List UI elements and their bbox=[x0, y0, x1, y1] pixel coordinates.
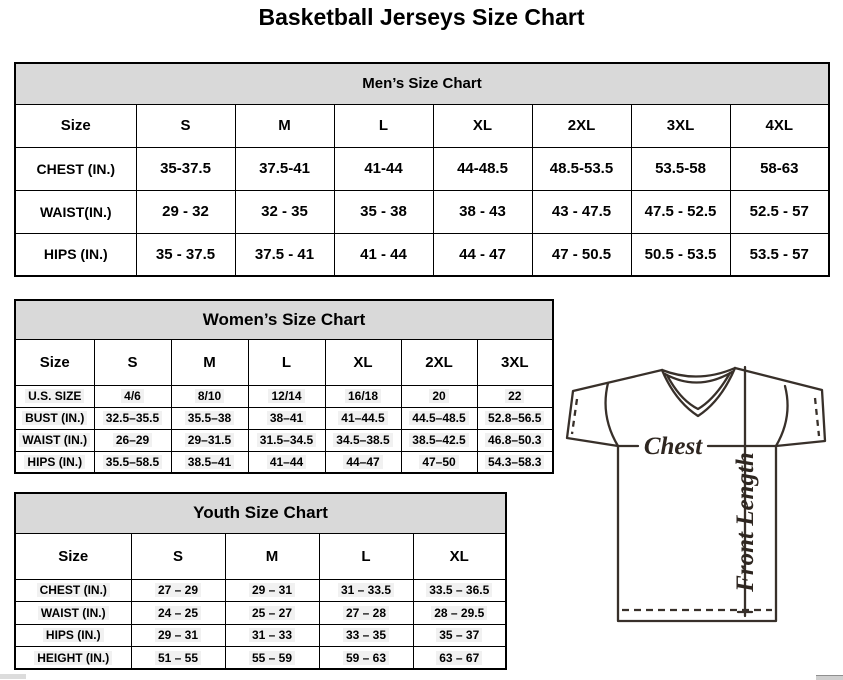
men-size-cell: 29 - 32 bbox=[136, 190, 235, 233]
women-size-cell: 54.3–58.3 bbox=[477, 451, 553, 473]
men-row-label: WAIST(IN.) bbox=[15, 190, 136, 233]
women-column-header: 2XL bbox=[401, 339, 477, 385]
men-column-header: Size bbox=[15, 104, 136, 147]
youth-size-cell: 51 – 55 bbox=[131, 647, 225, 670]
women-size-cell: 52.8–56.5 bbox=[477, 407, 553, 429]
women-size-cell: 35.5–58.5 bbox=[94, 451, 171, 473]
women-table-row bbox=[15, 385, 553, 407]
men-size-cell: 37.5 - 41 bbox=[235, 233, 334, 276]
men-size-cell: 47.5 - 52.5 bbox=[631, 190, 730, 233]
women-size-cell: 35.5–38 bbox=[171, 407, 248, 429]
women-size-cell: 41–44 bbox=[248, 451, 325, 473]
women-table-row bbox=[15, 407, 553, 429]
women-size-cell: 26–29 bbox=[94, 429, 171, 451]
women-size-cell: 22 bbox=[477, 385, 553, 407]
women-size-cell: 44.5–48.5 bbox=[401, 407, 477, 429]
men-table-row bbox=[15, 147, 829, 190]
women-size-cell: 31.5–34.5 bbox=[248, 429, 325, 451]
youth-size-cell: 29 – 31 bbox=[131, 624, 225, 647]
youth-size-cell: 33.5 – 36.5 bbox=[413, 579, 506, 602]
women-size-cell: 34.5–38.5 bbox=[325, 429, 401, 451]
mens-size-table bbox=[14, 62, 830, 277]
women-size-cell: 8/10 bbox=[171, 385, 248, 407]
youth-size-table bbox=[14, 492, 507, 670]
men-size-cell: 38 - 43 bbox=[433, 190, 532, 233]
women-size-cell: 4/6 bbox=[94, 385, 171, 407]
youth-size-cell: 63 – 67 bbox=[413, 647, 506, 670]
youth-size-cell: 27 – 28 bbox=[319, 602, 413, 625]
men-row-label: HIPS (IN.) bbox=[15, 233, 136, 276]
women-table-row bbox=[15, 451, 553, 473]
men-size-cell: 43 - 47.5 bbox=[532, 190, 631, 233]
page-title: Basketball Jerseys Size Chart bbox=[258, 4, 585, 30]
women-column-header: XL bbox=[325, 339, 401, 385]
youth-column-header: L bbox=[319, 533, 413, 579]
women-column-header: L bbox=[248, 339, 325, 385]
men-column-header: S bbox=[136, 104, 235, 147]
youth-size-cell: 31 – 33.5 bbox=[319, 579, 413, 602]
women-size-cell: 44–47 bbox=[325, 451, 401, 473]
men-size-cell: 35-37.5 bbox=[136, 147, 235, 190]
women-column-header: Size bbox=[15, 339, 94, 385]
men-size-cell: 41-44 bbox=[334, 147, 433, 190]
horizontal-scrollbar-thumb-right[interactable] bbox=[816, 675, 843, 680]
men-column-header: L bbox=[334, 104, 433, 147]
men-row-label: CHEST (IN.) bbox=[15, 147, 136, 190]
horizontal-scrollbar-thumb-left[interactable] bbox=[0, 674, 26, 679]
womens-size-table bbox=[14, 299, 554, 474]
men-column-header: 2XL bbox=[532, 104, 631, 147]
women-row-label: BUST (IN.) bbox=[15, 407, 94, 429]
jersey-collar bbox=[662, 368, 735, 416]
women-size-cell: 32.5–35.5 bbox=[94, 407, 171, 429]
women-column-header: S bbox=[94, 339, 171, 385]
women-size-cell: 38.5–42.5 bbox=[401, 429, 477, 451]
women-size-cell: 41–44.5 bbox=[325, 407, 401, 429]
women-column-header: 3XL bbox=[477, 339, 553, 385]
youth-size-cell: 59 – 63 bbox=[319, 647, 413, 670]
youth-size-cell: 27 – 29 bbox=[131, 579, 225, 602]
women-table-title: Women’s Size Chart bbox=[15, 300, 553, 339]
youth-size-cell: 29 – 31 bbox=[225, 579, 319, 602]
men-size-cell: 35 - 37.5 bbox=[136, 233, 235, 276]
youth-table-row bbox=[15, 624, 506, 647]
youth-size-cell: 25 – 27 bbox=[225, 602, 319, 625]
men-size-cell: 53.5-58 bbox=[631, 147, 730, 190]
women-size-cell: 29–31.5 bbox=[171, 429, 248, 451]
youth-size-cell: 55 – 59 bbox=[225, 647, 319, 670]
youth-row-label: HIPS (IN.) bbox=[15, 624, 131, 647]
men-size-cell: 44-48.5 bbox=[433, 147, 532, 190]
youth-size-cell: 31 – 33 bbox=[225, 624, 319, 647]
men-size-cell: 47 - 50.5 bbox=[532, 233, 631, 276]
women-size-cell: 12/14 bbox=[248, 385, 325, 407]
youth-column-header: XL bbox=[413, 533, 506, 579]
men-column-header: 3XL bbox=[631, 104, 730, 147]
youth-table-row bbox=[15, 579, 506, 602]
women-size-cell: 16/18 bbox=[325, 385, 401, 407]
women-row-label: WAIST (IN.) bbox=[15, 429, 94, 451]
youth-row-label: HEIGHT (IN.) bbox=[15, 647, 131, 670]
front-length-label: Front Length bbox=[732, 452, 759, 592]
youth-size-cell: 24 – 25 bbox=[131, 602, 225, 625]
men-size-cell: 41 - 44 bbox=[334, 233, 433, 276]
jersey-sleeve-dashes bbox=[572, 398, 819, 436]
men-size-cell: 35 - 38 bbox=[334, 190, 433, 233]
men-column-header: M bbox=[235, 104, 334, 147]
men-size-cell: 52.5 - 57 bbox=[730, 190, 829, 233]
women-row-label: HIPS (IN.) bbox=[15, 451, 94, 473]
men-column-header: 4XL bbox=[730, 104, 829, 147]
women-size-cell: 46.8–50.3 bbox=[477, 429, 553, 451]
women-size-cell: 20 bbox=[401, 385, 477, 407]
women-table-row bbox=[15, 429, 553, 451]
men-size-cell: 53.5 - 57 bbox=[730, 233, 829, 276]
youth-table-title: Youth Size Chart bbox=[15, 493, 506, 533]
chest-label: Chest bbox=[643, 433, 703, 460]
youth-column-header: Size bbox=[15, 533, 131, 579]
youth-size-cell: 33 – 35 bbox=[319, 624, 413, 647]
jersey-measurement-diagram bbox=[556, 354, 842, 668]
youth-table-row bbox=[15, 647, 506, 670]
women-size-cell: 38.5–41 bbox=[171, 451, 248, 473]
youth-row-label: WAIST (IN.) bbox=[15, 602, 131, 625]
men-size-cell: 58-63 bbox=[730, 147, 829, 190]
men-size-cell: 32 - 35 bbox=[235, 190, 334, 233]
women-column-header: M bbox=[171, 339, 248, 385]
men-size-cell: 44 - 47 bbox=[433, 233, 532, 276]
women-size-cell: 47–50 bbox=[401, 451, 477, 473]
youth-size-cell: 35 – 37 bbox=[413, 624, 506, 647]
youth-column-header: M bbox=[225, 533, 319, 579]
men-size-cell: 50.5 - 53.5 bbox=[631, 233, 730, 276]
women-size-cell: 38–41 bbox=[248, 407, 325, 429]
men-size-cell: 37.5-41 bbox=[235, 147, 334, 190]
youth-size-cell: 28 – 29.5 bbox=[413, 602, 506, 625]
youth-column-header: S bbox=[131, 533, 225, 579]
men-size-cell: 48.5-53.5 bbox=[532, 147, 631, 190]
men-table-row bbox=[15, 233, 829, 276]
men-table-title: Men’s Size Chart bbox=[15, 63, 829, 104]
youth-table-row bbox=[15, 602, 506, 625]
youth-row-label: CHEST (IN.) bbox=[15, 579, 131, 602]
women-row-label: U.S. SIZE bbox=[15, 385, 94, 407]
men-table-row bbox=[15, 190, 829, 233]
men-column-header: XL bbox=[433, 104, 532, 147]
